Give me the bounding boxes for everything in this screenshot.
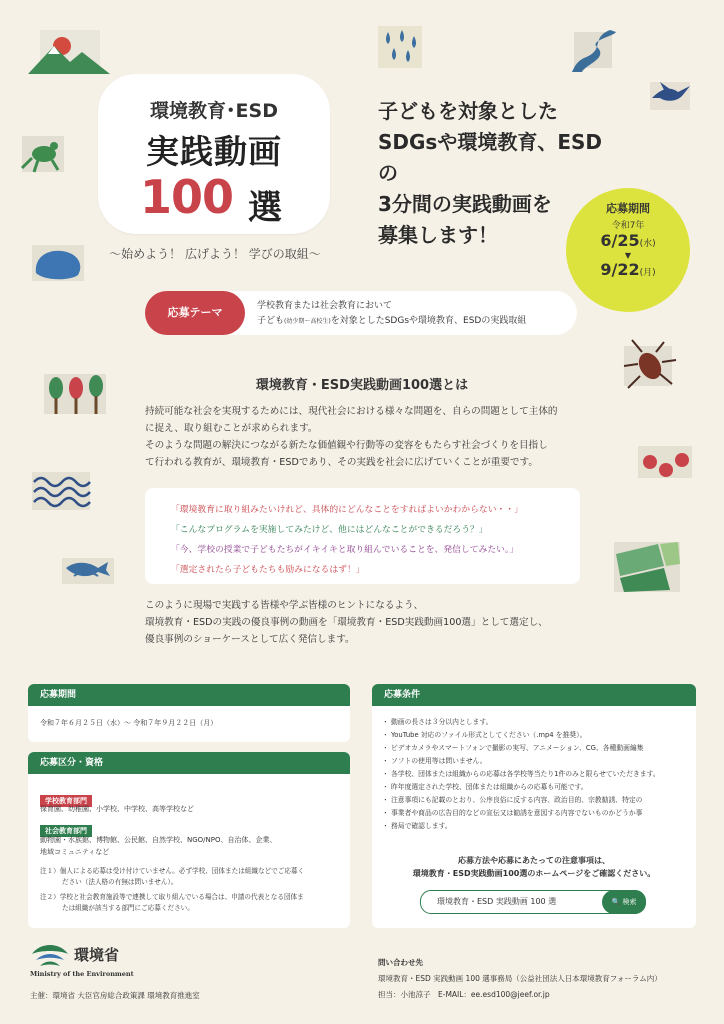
list-item: ・ 昨年度選定された学校、団体または組織からの応募も可能です。 <box>382 781 696 794</box>
list-item: ・ 注意事項にも記載のとおり、公序良俗に反する内容、政治目的、宗教勧誘、特定の <box>382 794 696 807</box>
list-item: ・ ビデオカメラやスマートフォンで撮影の実写、アニメーション、CG、各種動画編集 <box>382 742 696 755</box>
school-tag: 学校教育部門 <box>40 795 92 807</box>
school-text: 保育園、幼稚園、小学校、中学校、高等学校など <box>40 805 194 813</box>
period-box-head: 応募期間 <box>28 684 350 706</box>
social-tag: 社会教育部門 <box>40 825 92 837</box>
category-notes: 注１）個人による応募は受け付けていません。必ず学校、団体または組織などでご応募く ださい（法人格の有無は問いません）。 注２）学校と社会教育施設等で連携して取り組んでいる場合は、申請の代表となる団体ま たは組織が該当する部門にご応募ください。 <box>40 867 305 912</box>
title-line1: 環境教育･ESD <box>150 100 278 122</box>
title-line2: 実践動画 <box>146 132 282 171</box>
contact-title: 問い合わせ先 <box>378 958 423 967</box>
mountain-sun-illustration <box>26 28 112 76</box>
title-number: 100 <box>140 170 234 224</box>
title-suffix: 選 <box>248 188 282 228</box>
badge-year: 令和7年 <box>611 221 645 231</box>
river-illustration <box>570 28 616 72</box>
raindrops-illustration <box>378 26 422 68</box>
headline-line: SDGsや環境教育、ESDの <box>378 130 602 185</box>
about-paragraph-2: このように現場で実践する皆様や学ぶ皆様のヒントになるよう、 環境教育・ESDの実践の優良事例の動画を「環境教育・ESD実践動画100選」として選定し、 優良事例のショーケースとして広く発信します。 <box>145 600 548 645</box>
contact-line2: 担当：小池涼子 E-MAIL：ee.esd100@jeef.or.jp <box>378 990 550 999</box>
badge-end: 9/22(月) <box>600 260 656 279</box>
contact-line1: 環境教育・ESD 実践動画 100 選事務局（公益社団法人日本環境教育フォーラム内） <box>378 974 662 983</box>
badge-title: 応募期間 <box>606 202 650 215</box>
fish-illustration <box>60 556 116 586</box>
headline-line: 子どもを対象とした <box>378 99 558 123</box>
search-icon: 🔍 <box>611 898 621 906</box>
list-item: ・ ソフトの使用等は問いません。 <box>382 755 696 768</box>
list-item: ・ 各学校、団体または組織からの応募は各学校等当たり1件のみと限らせていただきます。 <box>382 768 696 781</box>
social-text: 動物園・水族館、博物館、公民館、自然学校、NGO/NPO、自治体、企業、 地域コミュニティなど <box>40 836 277 856</box>
conditions-box <box>372 684 696 928</box>
apples-illustration <box>636 442 694 482</box>
quote-4: 「選定されたら子どもたちも励みになるはず！」 <box>171 565 365 575</box>
theme-text: 学校教育または社会教育において 子ども(幼少期〜高校生)を対象としたSDGsや環境教育、ESDの実践取組 <box>257 301 527 326</box>
list-item: ・ YouTube 対応のファイル形式としてください（.mp4 を推奨）。 <box>382 729 696 742</box>
contact <box>378 955 662 1003</box>
quote-2: 「こんなプログラムを実施してみたけど、他にはどんなことができるだろう？」 <box>171 525 488 535</box>
list-item: ・ 事業者や商品の広告目的などの宣伝又は勧誘を意図する内容でないものかどうか事 <box>382 807 696 820</box>
frog-illustration <box>18 132 68 176</box>
organizer: 主催：環境省 大臣官房総合政策課 環境教育推進室 <box>30 991 200 1000</box>
subtitle: 〜始めよう！ 広げよう！ 学びの取組〜 <box>109 247 321 261</box>
conditions-box-head: 応募条件 <box>372 684 696 706</box>
quote-1: 「環境教育に取り組みたいけれど、具体的にどんなことをすればよいかわからない・・」 <box>171 505 523 515</box>
theme-bar <box>145 291 577 335</box>
period-box-body: 令和７年６月２５日（水）〜 令和７年９月２２日（月） <box>40 719 218 727</box>
fields-illustration <box>612 540 682 594</box>
ministry-logo-icon <box>30 940 70 968</box>
category-box <box>28 752 350 928</box>
waves-illustration <box>30 470 92 512</box>
category-box-head: 応募区分・資格 <box>28 752 350 774</box>
quote-box <box>145 488 580 584</box>
about-title: 環境教育・ESD実践動画100選とは <box>255 378 469 393</box>
headline-line: 募集します！ <box>378 223 498 247</box>
search-button[interactable]: 🔍 検索 <box>602 890 646 914</box>
period-box <box>28 684 350 742</box>
search-bar[interactable] <box>420 890 646 914</box>
theme-label: 応募テーマ <box>145 291 245 335</box>
period-badge <box>566 188 690 312</box>
bird-illustration <box>646 78 694 114</box>
conditions-list <box>382 716 696 833</box>
conditions-cta: 応募方法や応募にあたっての注意事項は、 環境教育・ESD実践動画100選のホームページをご確認ください。 <box>412 856 656 878</box>
ministry-logo-en: Ministry of the Environment <box>30 970 134 978</box>
pond-illustration <box>30 243 86 283</box>
ministry-logo-text: 環境省 <box>74 946 120 964</box>
badge-start: 6/25(水) <box>600 231 656 250</box>
title-card <box>98 74 330 234</box>
list-item: ・ 務局で確認します。 <box>382 820 696 833</box>
list-item: ・ 動画の長さは３分以内とします。 <box>382 716 696 729</box>
about-paragraph-1: 持続可能な社会を実現するためには、現代社会における様々な問題を、自らの問題として主体的 に捉え、取り組むことが求められます。 そのような問題の解決につながる新たな価値観や行動等の変容をもたらす社会づくりを目指し て行われる教育が、環境教育・ESDであり、その実践を社会に広げていくことが重要です。 <box>145 406 558 468</box>
quote-3: 「今、学校の授業で子どもたちがイキイキと取り組んでいることを、発信してみたい。」 <box>171 545 519 555</box>
search-input[interactable]: 環境教育・ESD 実践動画 100 選 <box>437 897 557 906</box>
badge-arrow: ▼ <box>624 251 632 260</box>
headline-line: 3分間の実践動画を <box>378 192 552 216</box>
